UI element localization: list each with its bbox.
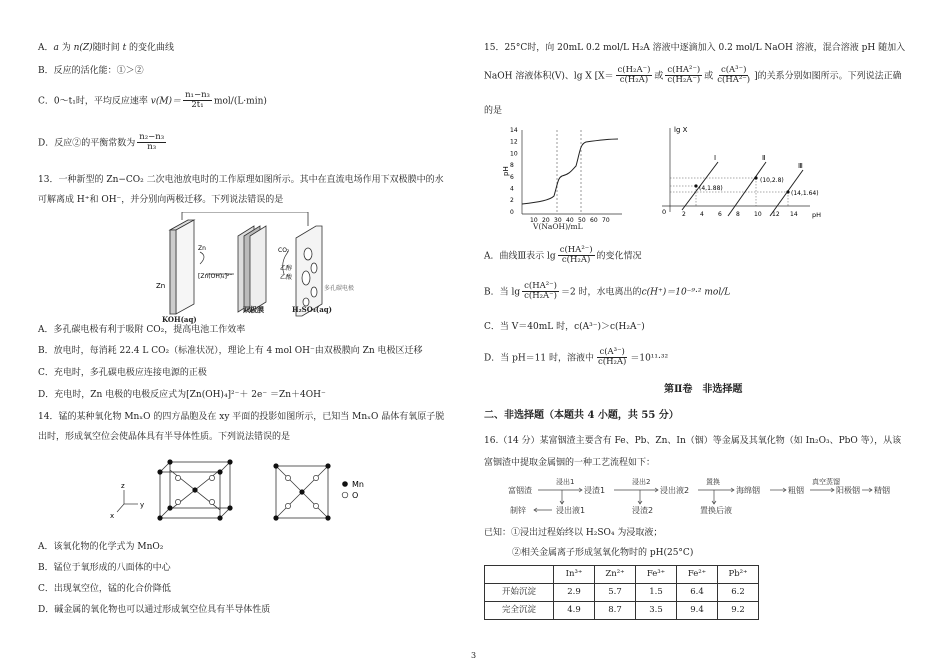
q12-d-fraction: $\frac{\text{n₂−n₃}}{\text{n₃}}$ [139, 132, 165, 153]
legend-mn-label: Mn [352, 480, 364, 489]
chart1-ytick: 14 [510, 127, 518, 134]
co2-label: CO₂ [278, 247, 290, 254]
q13-option-d: D．充电时，Zn 电极的电极反应式为[Zn(OH)₄]²⁻＋ 2e⁻ ＝Zn＋4OH⁻ [38, 390, 326, 400]
q12-c-label: C．0～ [38, 96, 69, 107]
chart1-ylabel: pH [502, 166, 510, 176]
chart1-ytick: 10 [510, 150, 518, 158]
lgx-chart [658, 122, 828, 227]
zn-label: Zn [156, 282, 166, 290]
q16-known-2: ②相关金属离子形成氢氧化物时的 pH(25°C) [512, 548, 694, 558]
chart1-xtick: 60 [590, 217, 598, 224]
q12-option-d [38, 133, 168, 153]
chart1-ytick: 2 [510, 197, 514, 205]
porous-carbon-label: 多孔碳电极 [324, 285, 355, 292]
chart2-xtick: 8 [736, 211, 740, 218]
legend-o-label: O [352, 491, 359, 500]
q14-option-b: B．锰位于氧形成的八面体的中心 [38, 563, 171, 573]
legend-o-marker [342, 492, 348, 498]
acetic-acid-label: 乙酸 [280, 274, 293, 281]
q13-stem-line1: 13．一种新型的 Zn−CO₂ 二次电池放电时的工作原理如图所示。其中在直流电场作用下双极膜中的水 [38, 175, 444, 185]
q12-d-label: D．反应②的平衡常数为 [38, 138, 136, 149]
q14-option-d: D．碱金属的氧化物也可以通过形成氧空位具有半导体性质 [38, 605, 271, 615]
zn-ion-label: Zn [198, 245, 206, 252]
q15-a-fraction: $\frac{\text{c(HA²⁻)}}{\text{c(H₂A)}}$ [559, 245, 593, 266]
q12-a-text3: 的变化曲线 [126, 43, 175, 53]
battery-figure [148, 212, 368, 317]
q15-d-fraction: $\frac{\text{c(A³⁻)}}{\text{c(H₂A)}}$ [598, 347, 627, 368]
flow-s2: 浸渣1 [584, 486, 606, 495]
flow-s1: 富铟渣 [508, 486, 532, 495]
table-header-row: In³⁺ Zn²⁺ Fe³⁺ Fe²⁺ Pb²⁺ [485, 566, 759, 584]
q14-stem-line2: 出时，形成氧空位会使晶体具有半导体性质。下列说法错误的是 [38, 432, 291, 442]
q12-a-var: a [53, 43, 59, 53]
chart1-ytick: 0 [510, 208, 514, 216]
chart1-xtick: 20 [542, 217, 550, 224]
q15-stem-line2: NaOH 溶液体积(V)、lg X [X＝ $\frac{\text{c(H₂A⁻)}}{\text{c(H₂A)}}$ 或 $\frac{\text{c(HA²⁻)}}{\text{c(H₂A⁻)}}$ 或 $\frac{\text{c(A³⁻)}}{\text{c(HA²⁻)}}$ ]的关系分别如图所示。下列说法正确 [484, 65, 902, 86]
flow-s3: 浸出液2 [660, 486, 690, 495]
chart1-ytick: 8 [510, 162, 514, 170]
hydroxide-ph-table [484, 565, 759, 620]
q15-frac1: $\frac{\text{c(H₂A⁻)}}{\text{c(H₂A)}}$ [617, 65, 651, 86]
flow-a2: 浸出2 [632, 478, 651, 486]
chart1-xtick: 30 [554, 217, 562, 224]
q12-option-c [38, 91, 267, 111]
chart2-origin: 0 [662, 208, 667, 216]
chart1-xlabel: V(NaOH)/mL [533, 222, 583, 231]
q13-option-a: A．多孔碳电极有利于吸附 CO₂，提高电池工作效率 [38, 325, 246, 335]
q15-stem-line3: 的是 [484, 106, 503, 116]
point-2-label: (10,2.8) [760, 177, 784, 184]
axis-x-label: x [110, 512, 115, 520]
flow-s5: 粗铟 [788, 486, 804, 495]
chart2-ylabel: lg X [674, 126, 688, 134]
q12-c-v: v(M)＝ [150, 96, 182, 107]
q12-a-text1: 为 [58, 43, 74, 53]
q13-stem-line2: 可解离成 H⁺和 OH⁻，并分别向两极迁移。下列说法错误的是 [38, 195, 284, 205]
q14-stem-line1: 14．锰的某种氧化物 MnₓO 的四方晶胞及在 xy 平面的投影如图所示，已知当 MnₓO 晶体有氧原子脱 [38, 412, 445, 422]
chart1-xtick: 40 [566, 217, 574, 224]
chart1-ytick: 4 [510, 185, 514, 193]
q12-a-t: t [122, 43, 127, 53]
q15-option-c: C．当 V＝40mL 时，c(A³⁻)＞c(H₂A⁻) [484, 322, 645, 332]
q15-frac3: $\frac{\text{c(A³⁻)}}{\text{c(HA²⁻)}}$ [717, 65, 751, 86]
chart2-xtick: 2 [682, 211, 686, 218]
flow-s6: 阳极铟 [836, 486, 860, 495]
q15-b-fraction: $\frac{\text{c(HA²⁻)}}{\text{c(H₂A⁻)}}$ [524, 281, 557, 302]
titration-chart [500, 122, 630, 234]
part2-title: 第Ⅱ卷 非选择题 [664, 384, 743, 395]
chart1-xtick: 70 [602, 217, 610, 224]
chart1-xtick: 50 [578, 217, 586, 224]
line-III-label: Ⅲ [798, 162, 803, 170]
line-II-label: Ⅱ [762, 154, 766, 162]
flow-s7: 精铟 [874, 486, 890, 495]
flow-s4: 海绵铟 [736, 486, 760, 495]
part2-heading: 二、非选择题（本题共 4 小题，共 55 分） [484, 410, 679, 421]
line-I-label: Ⅰ [714, 154, 717, 162]
chart2-xtick: 10 [754, 211, 762, 218]
q15-option-b: B．当 lg $\frac{\text{c(HA²⁻)}}{\text{c(H₂A⁻)}}$ ＝2 时，水电离出的c(H⁺)＝10⁻⁹·² mol/L [484, 281, 731, 302]
flow-a5: 真空蒸馏 [812, 478, 840, 486]
flow-a1: 浸出1 [556, 478, 575, 486]
chart2-xtick: 4 [700, 211, 704, 218]
crystal-figure [108, 452, 378, 524]
q15-stem-line1: 15．25°C时，向 20mL 0.2 mol/L H₂A 溶液中逐滴加入 0.2 mol/L NaOH 溶液，混合溶液 pH 随加入 [484, 43, 906, 53]
chart2-xtick: 6 [718, 211, 722, 218]
q16-known-1: 已知：①浸出过程始终以 H₂SO₄ 为浸取液； [484, 528, 663, 538]
q13-option-b: B．放电时，每消耗 22.4 L CO₂（标准状况），理论上有 4 mol OH⁻由双极膜向 Zn 电极区迁移 [38, 346, 423, 356]
titration-curve [522, 139, 618, 204]
q12-option-b: B．反应的活化能：①＞② [38, 66, 144, 76]
h2so4-label: H₂SO₄(aq) [292, 305, 332, 314]
point-1-label: (4,1.88) [699, 185, 723, 192]
flow-b2: 浸出液1 [556, 506, 586, 515]
q12-c-fraction: $\frac{\text{n₁−n₃}}{\text{2t₁}}$ [185, 90, 210, 111]
page-number: 3 [471, 651, 477, 660]
membrane-label: 双极膜 [243, 305, 264, 314]
zincate-label: [Zn(OH)₄]²⁻ [198, 273, 233, 280]
q15-option-d: D．当 pH＝11 时，溶液中 $\frac{\text{c(A³⁻)}}{\text{c(H₂A)}}$ ＝10¹¹·³² [484, 347, 669, 368]
q15-option-a: A．曲线Ⅲ表示 lg $\frac{\text{c(HA²⁻)}}{\text{c(H₂A)}}$ 的变化情况 [484, 245, 642, 266]
flow-b4: 置换后液 [700, 506, 732, 515]
q12-a-label: A． [38, 43, 54, 53]
q12-c-t1: t₁ [68, 96, 76, 107]
flow-b3: 浸渣2 [632, 506, 654, 515]
q13-option-c: C．充电时，多孔碳电极应连接电源的正极 [38, 368, 207, 378]
q15-frac2: $\frac{\text{c(HA²⁻)}}{\text{c(H₂A⁻)}}$ [667, 65, 701, 86]
koh-label: KOH(aq) [162, 315, 197, 324]
flow-b1: 制锌 [510, 506, 526, 515]
chart2-xtick: 14 [790, 211, 798, 218]
q14-option-a: A．该氧化物的化学式为 MnO₂ [38, 542, 164, 552]
ethanol-label: 乙醇 [280, 265, 293, 272]
table-row: 开始沉淀 2.9 5.7 1.5 6.4 6.2 [485, 584, 759, 602]
flow-a3: 置换 [706, 478, 720, 486]
axis-y-label: y [140, 501, 145, 509]
q14-option-c: C．出现氧空位，锰的化合价降低 [38, 584, 171, 594]
chart1-ytick: 6 [510, 173, 514, 181]
q16-stem-line1: 16.（14 分）某富铟渣主要含有 Fe、Pb、Zn、In（铟）等金属及其氧化物（如 In₂O₃、PbO 等），从该 [484, 436, 902, 446]
q12-c-text: 时，平均反应速率 [75, 96, 151, 107]
point-3-label: (14,1.64) [791, 190, 819, 197]
chart2-xlabel: pH [812, 211, 822, 219]
chart1-xtick: 10 [530, 217, 538, 224]
line-II [728, 162, 766, 216]
process-flow [500, 474, 900, 518]
q12-option-a [38, 43, 174, 54]
q12-c-unit: mol/(L·min) [213, 96, 267, 107]
chart2-xtick: 12 [772, 211, 780, 218]
axis-z-label: z [121, 482, 125, 490]
q12-a-text2: 随时间 [92, 43, 123, 53]
legend-mn-marker [342, 481, 348, 487]
chart1-ytick: 12 [510, 138, 518, 146]
q12-a-nz: n(Z) [73, 43, 93, 53]
q16-stem-line2: 富铟渣中提取金属铟的一种工艺流程如下： [484, 458, 656, 468]
table-row: 完全沉淀 4.9 8.7 3.5 9.4 9.2 [485, 602, 759, 620]
